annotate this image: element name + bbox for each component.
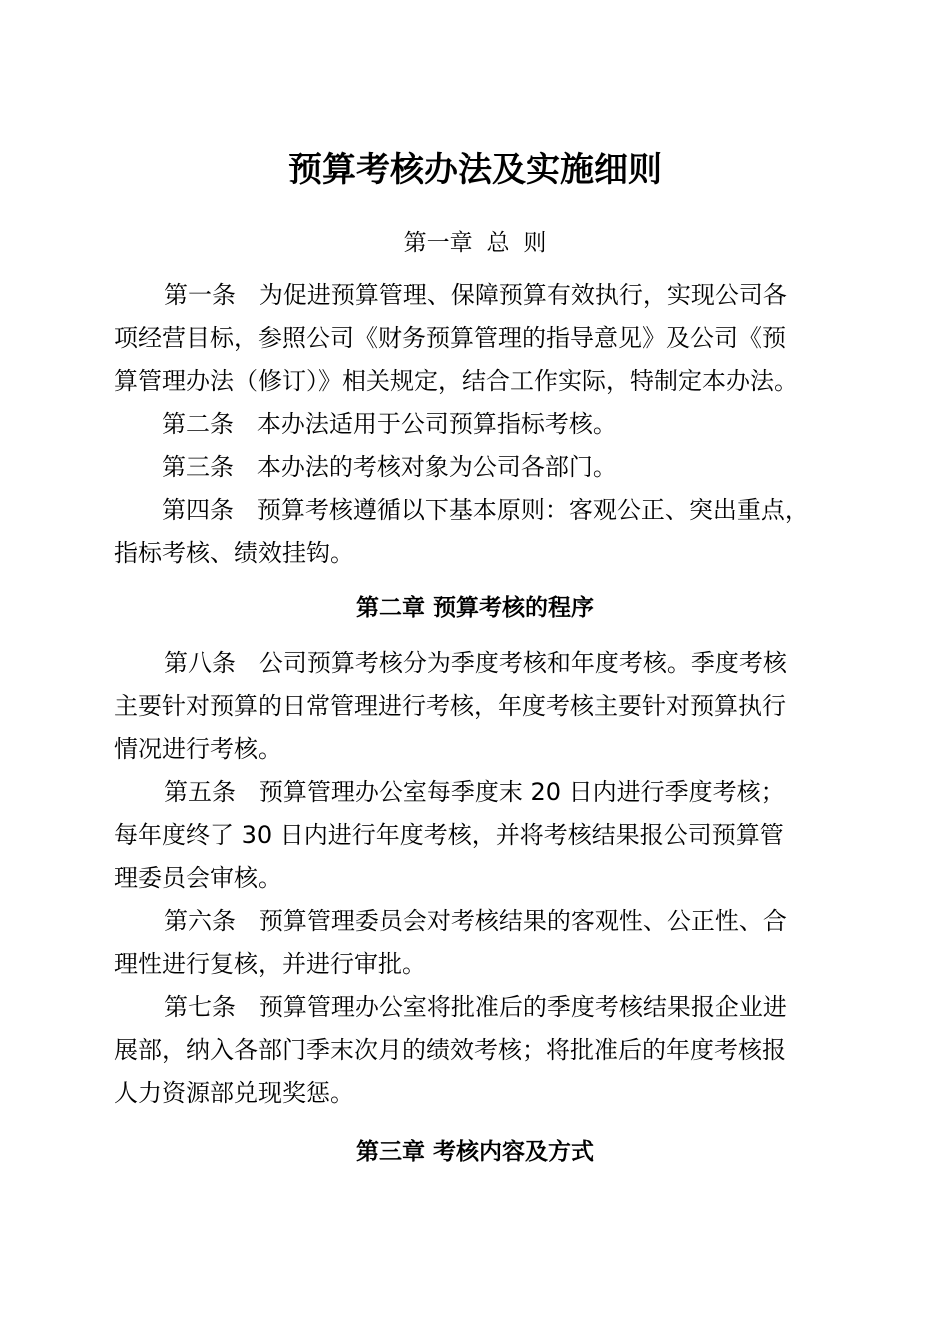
article-line: 主要针对预算的日常管理进行考核，年度考核主要针对预算执行 [114, 692, 786, 720]
article-line: 每年度终了 30 日内进行年度考核，并将考核结果报公司预算管 [114, 821, 784, 849]
article-3 [114, 446, 844, 489]
article-2 [114, 403, 844, 446]
article-8 [114, 642, 844, 771]
article-line: 展部，纳入各部门季末次月的绩效考核；将批准后的年度考核报 [114, 1036, 786, 1064]
article-line: 第二条 本办法适用于公司预算指标考核。 [162, 410, 617, 438]
article-line: 第八条 公司预算考核分为季度考核和年度考核。季度考核 [164, 649, 787, 677]
article-line: 第五条 预算管理办公室每季度末 20 日内进行季度考核； [164, 778, 785, 806]
chapter-heading-1: 第一章 总 则 [403, 230, 547, 256]
article-line: 第一条 为促进预算管理、保障预算有效执行，实现公司各 [164, 281, 787, 309]
article-line: 项经营目标，参照公司《财务预算管理的指导意见》及公司《预 [114, 324, 786, 352]
article-line: 指标考核、绩效挂钩。 [114, 539, 354, 567]
article-7 [114, 986, 844, 1115]
article-line: 理性进行复核，并进行审批。 [114, 950, 426, 978]
article-6 [114, 900, 844, 986]
article-line: 第四条 预算考核遵循以下基本原则：客观公正、突出重点， [162, 496, 809, 524]
article-5 [114, 771, 844, 900]
article-4 [114, 489, 844, 575]
article-line: 情况进行考核。 [114, 735, 282, 763]
chapter-heading-2: 第二章 预算考核的程序 [355, 595, 594, 621]
article-line: 第七条 预算管理办公室将批准后的季度考核结果报企业进 [164, 993, 787, 1021]
article-line: 理委员会审核。 [114, 864, 282, 892]
document-title: 预算考核办法及实施细则 [288, 150, 662, 190]
chapter-heading-3: 第三章 考核内容及方式 [355, 1139, 594, 1165]
article-line: 第三条 本办法的考核对象为公司各部门。 [162, 453, 617, 481]
article-line: 算管理办法（修订）》相关规定，结合工作实际，特制定本办法。 [114, 367, 798, 395]
article-line: 人力资源部兑现奖惩。 [114, 1079, 354, 1107]
article-1 [114, 274, 844, 403]
article-line: 第六条 预算管理委员会对考核结果的客观性、公正性、合 [164, 907, 787, 935]
